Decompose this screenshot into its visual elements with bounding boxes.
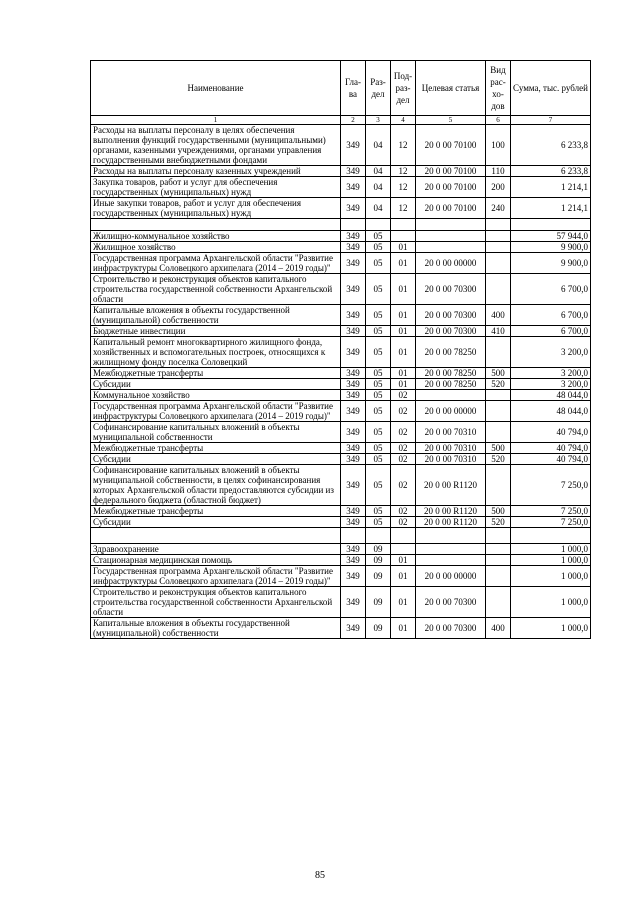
row-vid	[486, 253, 511, 274]
row-vid: 500	[486, 506, 511, 517]
row-razdel: 05	[366, 368, 391, 379]
row-target: 20 0 00 R1120	[416, 506, 486, 517]
table-row	[91, 555, 591, 566]
row-glava: 349	[341, 401, 366, 422]
row-glava: 349	[341, 544, 366, 555]
row-name: Строительство и реконструкция объектов капитального строительства государственной собственности Архангельской области	[91, 587, 341, 618]
row-sum: 3 200,0	[511, 379, 591, 390]
row-target: 20 0 00 78250	[416, 368, 486, 379]
table-row	[91, 326, 591, 337]
row-sum: 7 250,0	[511, 506, 591, 517]
row-podrazdel: 12	[391, 198, 416, 219]
row-podrazdel: 02	[391, 465, 416, 506]
row-glava: 349	[341, 337, 366, 368]
table-row	[91, 274, 591, 305]
column-number: 7	[511, 116, 591, 125]
table-row	[91, 390, 591, 401]
row-glava: 349	[341, 177, 366, 198]
row-vid	[486, 555, 511, 566]
row-name: Бюджетные инвестиции	[91, 326, 341, 337]
row-razdel: 09	[366, 618, 391, 639]
row-podrazdel: 01	[391, 618, 416, 639]
row-podrazdel: 12	[391, 166, 416, 177]
row-name: Софинансирование капитальных вложений в объекты муниципальной собственности	[91, 422, 341, 443]
row-name: Субсидии	[91, 454, 341, 465]
row-target	[416, 555, 486, 566]
row-razdel: 05	[366, 242, 391, 253]
table-row	[91, 379, 591, 390]
row-sum: 9 900,0	[511, 253, 591, 274]
header-podrazdel: Под-раз-дел	[391, 61, 416, 116]
row-target: 20 0 00 70300	[416, 587, 486, 618]
row-vid	[486, 337, 511, 368]
table-row	[91, 242, 591, 253]
table-row	[91, 337, 591, 368]
spacer-cell	[91, 528, 341, 544]
row-glava: 349	[341, 443, 366, 454]
row-vid: 520	[486, 454, 511, 465]
row-sum: 48 044,0	[511, 390, 591, 401]
row-name: Межбюджетные трансферты	[91, 443, 341, 454]
row-razdel: 04	[366, 166, 391, 177]
row-target: 20 0 00 70100	[416, 166, 486, 177]
row-name: Расходы на выплаты персоналу в целях обеспечения выполнения функций государственными (муниципальными) органами, казенными учреждениями, органами управления государственными внебюджетными фондами	[91, 125, 341, 166]
row-podrazdel: 02	[391, 454, 416, 465]
row-podrazdel: 01	[391, 566, 416, 587]
row-target: 20 0 00 70300	[416, 274, 486, 305]
row-podrazdel: 01	[391, 305, 416, 326]
spacer-row	[91, 528, 591, 544]
row-glava: 349	[341, 618, 366, 639]
row-vid	[486, 422, 511, 443]
row-name: Государственная программа Архангельской области "Развитие инфраструктуры Соловецкого архипелага (2014 – 2019 годы)"	[91, 401, 341, 422]
table-row	[91, 454, 591, 465]
table-body	[91, 61, 591, 639]
row-vid: 400	[486, 305, 511, 326]
row-name: Иные закупки товаров, работ и услуг для обеспечения государственных (муниципальных) нужд	[91, 198, 341, 219]
row-glava: 349	[341, 517, 366, 528]
row-podrazdel: 01	[391, 242, 416, 253]
table-row	[91, 253, 591, 274]
row-glava: 349	[341, 555, 366, 566]
row-target	[416, 231, 486, 242]
spacer-cell	[486, 219, 511, 231]
row-razdel: 09	[366, 555, 391, 566]
row-glava: 349	[341, 274, 366, 305]
row-vid: 240	[486, 198, 511, 219]
row-sum: 1 000,0	[511, 566, 591, 587]
row-podrazdel: 02	[391, 443, 416, 454]
row-sum: 3 200,0	[511, 368, 591, 379]
row-sum: 7 250,0	[511, 517, 591, 528]
table-row	[91, 305, 591, 326]
row-glava: 349	[341, 326, 366, 337]
row-sum: 1 000,0	[511, 587, 591, 618]
row-podrazdel: 02	[391, 401, 416, 422]
row-name: Закупка товаров, работ и услуг для обеспечения государственных (муниципальных) нужд	[91, 177, 341, 198]
row-glava: 349	[341, 465, 366, 506]
header-name: Наименование	[91, 61, 341, 116]
row-vid: 500	[486, 368, 511, 379]
row-glava: 349	[341, 253, 366, 274]
row-vid	[486, 390, 511, 401]
row-podrazdel: 01	[391, 379, 416, 390]
row-vid	[486, 401, 511, 422]
row-target	[416, 242, 486, 253]
row-vid	[486, 587, 511, 618]
row-name: Государственная программа Архангельской области "Развитие инфраструктуры Соловецкого архипелага (2014 – 2019 годы)"	[91, 253, 341, 274]
spacer-cell	[391, 528, 416, 544]
row-target: 20 0 00 78250	[416, 337, 486, 368]
row-name: Коммунальное хозяйство	[91, 390, 341, 401]
column-number-row	[91, 116, 591, 125]
row-target: 20 0 00 78250	[416, 379, 486, 390]
spacer-cell	[416, 528, 486, 544]
table-row	[91, 517, 591, 528]
row-podrazdel: 02	[391, 506, 416, 517]
row-sum: 48 044,0	[511, 401, 591, 422]
row-razdel: 05	[366, 465, 391, 506]
row-podrazdel: 01	[391, 555, 416, 566]
row-name: Государственная программа Архангельской области "Развитие инфраструктуры Соловецкого архипелага (2014 – 2019 годы)"	[91, 566, 341, 587]
table-row	[91, 587, 591, 618]
row-vid: 500	[486, 443, 511, 454]
row-razdel: 04	[366, 177, 391, 198]
row-razdel: 05	[366, 379, 391, 390]
page-number: 85	[315, 870, 325, 881]
row-sum: 40 794,0	[511, 443, 591, 454]
row-razdel: 04	[366, 125, 391, 166]
row-razdel: 09	[366, 544, 391, 555]
header-vid: Вид рас-хо-дов	[486, 61, 511, 116]
row-razdel: 05	[366, 326, 391, 337]
table-row	[91, 566, 591, 587]
row-target: 20 0 00 70310	[416, 454, 486, 465]
row-razdel: 05	[366, 506, 391, 517]
row-podrazdel: 01	[391, 253, 416, 274]
table-row	[91, 544, 591, 555]
row-sum: 1 000,0	[511, 618, 591, 639]
row-name: Межбюджетные трансферты	[91, 368, 341, 379]
row-podrazdel: 12	[391, 125, 416, 166]
row-razdel: 05	[366, 390, 391, 401]
row-podrazdel: 02	[391, 422, 416, 443]
table-row	[91, 443, 591, 454]
table-row	[91, 422, 591, 443]
table-row	[91, 368, 591, 379]
row-podrazdel	[391, 231, 416, 242]
row-sum: 3 200,0	[511, 337, 591, 368]
header-sum: Сумма, тыс. рублей	[511, 61, 591, 116]
row-target: 20 0 00 00000	[416, 401, 486, 422]
row-name: Межбюджетные трансферты	[91, 506, 341, 517]
row-podrazdel: 01	[391, 587, 416, 618]
row-name: Жилищное хозяйство	[91, 242, 341, 253]
row-target: 20 0 00 R1120	[416, 465, 486, 506]
column-number: 4	[391, 116, 416, 125]
spacer-cell	[366, 528, 391, 544]
table-row	[91, 618, 591, 639]
row-glava: 349	[341, 242, 366, 253]
table-row	[91, 166, 591, 177]
row-glava: 349	[341, 566, 366, 587]
row-razdel: 05	[366, 517, 391, 528]
row-glava: 349	[341, 166, 366, 177]
row-sum: 7 250,0	[511, 465, 591, 506]
header-target: Целевая статья	[416, 61, 486, 116]
column-number: 3	[366, 116, 391, 125]
table-row	[91, 125, 591, 166]
row-target: 20 0 00 70300	[416, 326, 486, 337]
row-razdel: 05	[366, 401, 391, 422]
row-sum: 57 944,0	[511, 231, 591, 242]
row-target: 20 0 00 70100	[416, 177, 486, 198]
row-name: Субсидии	[91, 517, 341, 528]
row-glava: 349	[341, 125, 366, 166]
spacer-cell	[366, 219, 391, 231]
header-glava: Гла-ва	[341, 61, 366, 116]
row-name: Софинансирование капитальных вложений в объекты муниципальной собственности, в целях софинансирования которых Архангельской области предоставляются субсидии из федерального бюджета (областной бюджет)	[91, 465, 341, 506]
row-name: Расходы на выплаты персоналу казенных учреждений	[91, 166, 341, 177]
spacer-row	[91, 219, 591, 231]
row-glava: 349	[341, 368, 366, 379]
table-row	[91, 401, 591, 422]
row-vid: 400	[486, 618, 511, 639]
column-number: 1	[91, 116, 341, 125]
table-row	[91, 465, 591, 506]
row-razdel: 09	[366, 566, 391, 587]
row-target	[416, 544, 486, 555]
spacer-cell	[91, 219, 341, 231]
row-vid: 520	[486, 379, 511, 390]
row-glava: 349	[341, 305, 366, 326]
column-number: 2	[341, 116, 366, 125]
row-target: 20 0 00 R1120	[416, 517, 486, 528]
row-target: 20 0 00 00000	[416, 566, 486, 587]
row-target: 20 0 00 00000	[416, 253, 486, 274]
row-podrazdel: 01	[391, 326, 416, 337]
row-vid	[486, 231, 511, 242]
row-podrazdel: 01	[391, 274, 416, 305]
row-vid: 100	[486, 125, 511, 166]
row-sum: 6 700,0	[511, 274, 591, 305]
row-razdel: 05	[366, 253, 391, 274]
row-podrazdel: 12	[391, 177, 416, 198]
row-vid	[486, 242, 511, 253]
row-podrazdel: 01	[391, 337, 416, 368]
row-sum: 6 700,0	[511, 305, 591, 326]
row-podrazdel: 01	[391, 368, 416, 379]
row-razdel: 05	[366, 422, 391, 443]
row-name: Капитальный ремонт многоквартирного жилищного фонда, хозяйственных и вспомогательных построек, относящихся к жилищному фонду поселка Соловецкий	[91, 337, 341, 368]
spacer-cell	[511, 219, 591, 231]
row-vid	[486, 465, 511, 506]
row-vid: 200	[486, 177, 511, 198]
row-sum: 6 700,0	[511, 326, 591, 337]
row-podrazdel	[391, 544, 416, 555]
row-razdel: 09	[366, 587, 391, 618]
row-vid	[486, 566, 511, 587]
table-row	[91, 198, 591, 219]
spacer-cell	[391, 219, 416, 231]
row-sum: 40 794,0	[511, 422, 591, 443]
row-name: Строительство и реконструкция объектов капитального строительства государственной собственности Архангельской области	[91, 274, 341, 305]
column-number: 5	[416, 116, 486, 125]
row-sum: 1 214,1	[511, 198, 591, 219]
row-razdel: 04	[366, 198, 391, 219]
row-glava: 349	[341, 379, 366, 390]
row-target	[416, 390, 486, 401]
row-razdel: 05	[366, 337, 391, 368]
spacer-cell	[511, 528, 591, 544]
row-vid: 520	[486, 517, 511, 528]
row-target: 20 0 00 70300	[416, 618, 486, 639]
row-name: Капитальные вложения в объекты государственной (муниципальной) собственности	[91, 305, 341, 326]
row-sum: 6 233,8	[511, 166, 591, 177]
row-glava: 349	[341, 198, 366, 219]
row-vid	[486, 274, 511, 305]
row-sum: 6 233,8	[511, 125, 591, 166]
budget-table	[90, 60, 591, 639]
row-name: Капитальные вложения в объекты государственной (муниципальной) собственности	[91, 618, 341, 639]
row-glava: 349	[341, 454, 366, 465]
row-vid	[486, 544, 511, 555]
row-sum: 40 794,0	[511, 454, 591, 465]
row-sum: 1 214,1	[511, 177, 591, 198]
row-target: 20 0 00 70300	[416, 305, 486, 326]
row-vid: 410	[486, 326, 511, 337]
row-podrazdel: 02	[391, 517, 416, 528]
row-sum: 1 000,0	[511, 555, 591, 566]
header-row	[91, 61, 591, 116]
spacer-cell	[341, 219, 366, 231]
row-sum: 9 900,0	[511, 242, 591, 253]
row-razdel: 05	[366, 231, 391, 242]
row-target: 20 0 00 70100	[416, 125, 486, 166]
header-razdel: Раз-дел	[366, 61, 391, 116]
row-razdel: 05	[366, 443, 391, 454]
spacer-cell	[416, 219, 486, 231]
row-glava: 349	[341, 390, 366, 401]
spacer-cell	[341, 528, 366, 544]
row-razdel: 05	[366, 454, 391, 465]
row-razdel: 05	[366, 274, 391, 305]
spacer-cell	[486, 528, 511, 544]
row-glava: 349	[341, 506, 366, 517]
row-podrazdel: 02	[391, 390, 416, 401]
row-glava: 349	[341, 231, 366, 242]
row-target: 20 0 00 70310	[416, 422, 486, 443]
row-glava: 349	[341, 587, 366, 618]
row-name: Жилищно-коммунальное хозяйство	[91, 231, 341, 242]
row-sum: 1 000,0	[511, 544, 591, 555]
row-razdel: 05	[366, 305, 391, 326]
row-glava: 349	[341, 422, 366, 443]
row-name: Стационарная медицинская помощь	[91, 555, 341, 566]
column-number: 6	[486, 116, 511, 125]
row-name: Здравоохранение	[91, 544, 341, 555]
row-target: 20 0 00 70310	[416, 443, 486, 454]
row-target: 20 0 00 70100	[416, 198, 486, 219]
row-name: Субсидии	[91, 379, 341, 390]
row-vid: 110	[486, 166, 511, 177]
table-row	[91, 231, 591, 242]
table-row	[91, 177, 591, 198]
table-row	[91, 506, 591, 517]
